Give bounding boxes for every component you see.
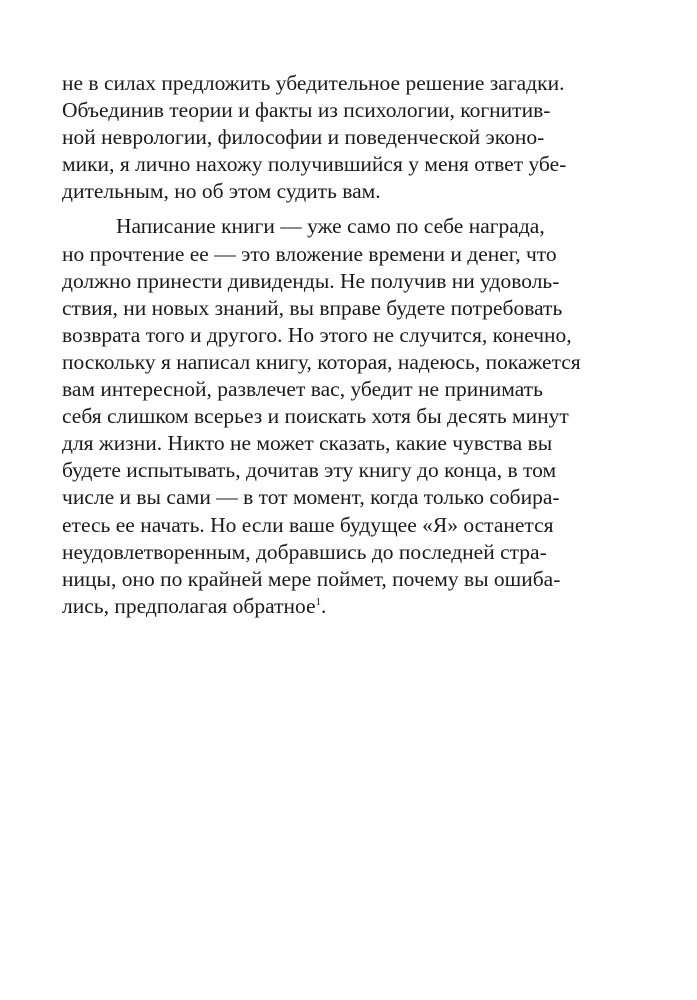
text-line: поскольку я написал книгу, которая, надеюсь, покажется xyxy=(62,349,581,374)
text-line: Объединив теории и факты из психологии, когнитив- xyxy=(62,98,551,123)
text-line: неудовлетворенным, добравшись до последней стра- xyxy=(62,539,547,564)
text-line: ницы, оно по крайней мере поймет, почему вы ошиба- xyxy=(62,566,561,591)
footnote-marker[interactable]: 1 xyxy=(315,595,322,608)
text-line: но прочтение ее — это вложение времени и денег, что xyxy=(62,241,557,266)
last-text-line xyxy=(62,593,622,620)
text-line: числе и вы сами — в тот момент, когда только собира- xyxy=(62,485,560,510)
text-line: вам интересной, развлечет вас, убедит не принимать xyxy=(62,377,543,402)
text-line: Написание книги — уже само по себе награда, xyxy=(116,214,545,239)
text-line: себя слишком всерьез и поискать хотя бы десять минут xyxy=(62,404,569,429)
paragraph-1 xyxy=(62,70,622,205)
text-line: дительным, но об этом судить вам. xyxy=(62,179,381,204)
text-line: должно принести дивиденды. Не получив ни удоволь- xyxy=(62,268,560,293)
text-line: лись, предполагая обратное xyxy=(62,593,316,618)
text-line: будете испытывать, дочитав эту книгу до конца, в том xyxy=(62,458,557,483)
text-line: для жизни. Никто не может сказать, какие чувства вы xyxy=(62,431,553,456)
text-line: ной неврологии, философии и поведенческой эконо- xyxy=(62,125,545,150)
final-punctuation: . xyxy=(321,593,327,618)
text-line: мики, я лично нахожу получившийся у меня ответ убе- xyxy=(62,152,567,177)
text-line: ствия, ни новых знаний, вы вправе будете потребовать xyxy=(62,295,563,320)
body-text xyxy=(62,70,622,620)
paragraph-2 xyxy=(62,213,622,619)
text-line: не в силах предложить убедительное решение загадки. xyxy=(62,71,565,95)
text-line: етесь ее начать. Но если ваше будущее «Я» останется xyxy=(62,512,554,537)
text-line: возврата того и другого. Но этого не случится, конечно, xyxy=(62,322,572,347)
